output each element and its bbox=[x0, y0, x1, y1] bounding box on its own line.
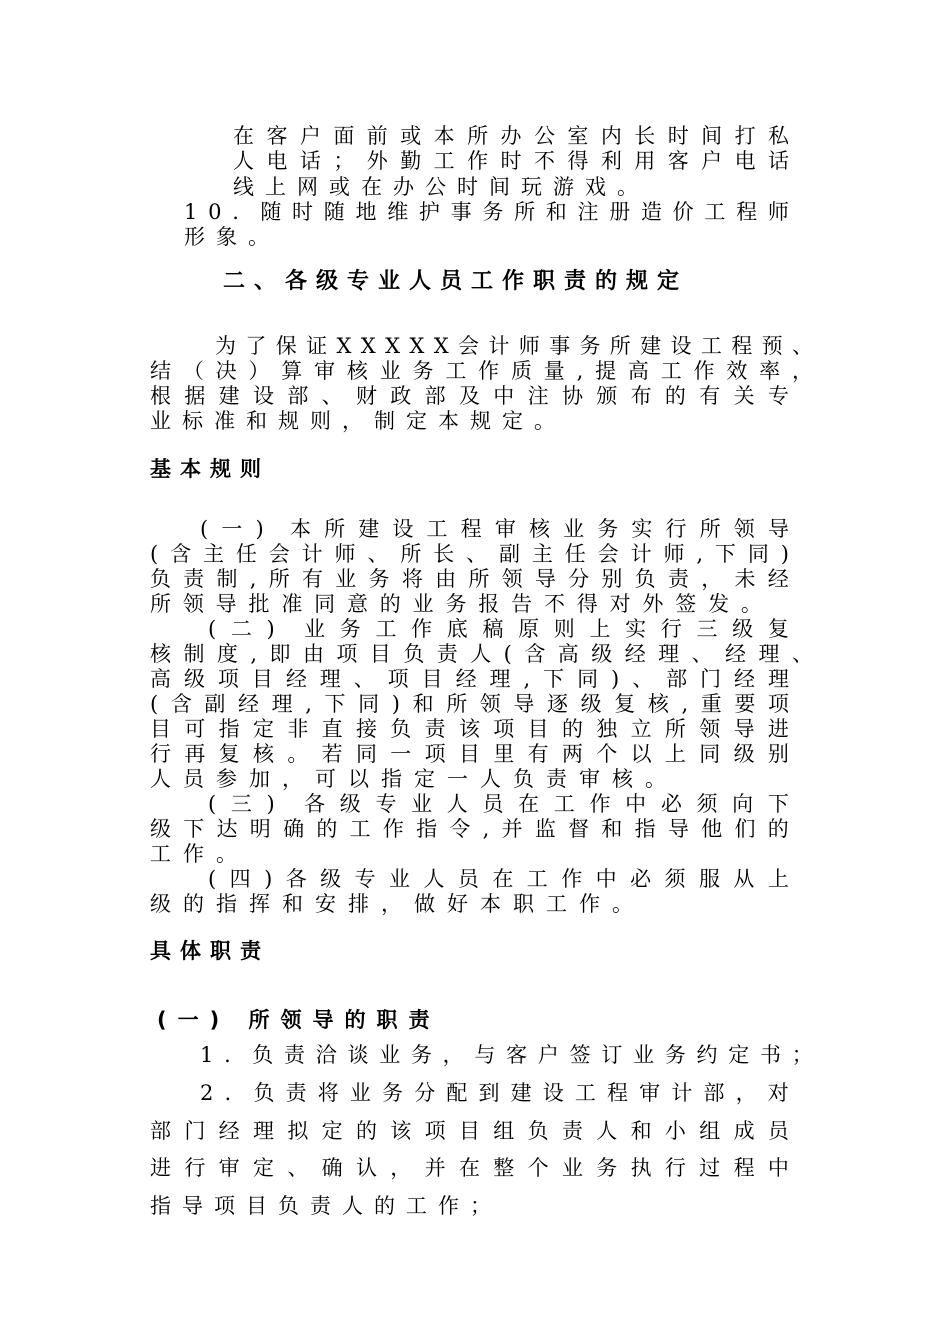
text-line: 1 . 负 责 洽 谈 业 务 ， 与 客 户 签 订 业 务 约 定 书 ； bbox=[200, 1043, 813, 1067]
text-line: 核 制 度 , 即 由 项 目 负 责 人 ( 含 高 级 经 理 、 经 理 、 bbox=[150, 642, 813, 666]
text-line: ( 二 ) 业 务 工 作 底 稿 原 则 上 实 行 三 级 复 bbox=[208, 617, 789, 641]
text-line: 形象。 bbox=[184, 225, 280, 249]
duties-heading: 具体职责 bbox=[150, 939, 270, 963]
text-line: 级 下 达 明 确 的 工 作 指 令 , 并 监 督 和 指 导 他 们 的 bbox=[150, 817, 789, 841]
text-line: 人员参加，可以指定一人负责审核。 bbox=[150, 767, 678, 791]
text-line: 行 再 复 核 。 若 同 一 项 目 里 有 两 个 以 上 同 级 别 bbox=[150, 742, 789, 766]
text-line: ( 一 ) 本 所 建 设 工 程 审 核 业 务 实 行 所 领 导 bbox=[200, 517, 789, 541]
text-line: 级的指挥和安排，做好本职工作。 bbox=[150, 892, 645, 916]
text-line: 根 据 建 设 部 、 财 政 部 及 中 注 协 颁 布 的 有 关 专 bbox=[150, 384, 789, 408]
text-line: ( 四 ) 各 级 专 业 人 员 在 工 作 中 必 须 服 从 上 bbox=[208, 867, 789, 891]
text-line: ( 含 主 任 会 计 师 、 所 长 、 副 主 任 会 计 师 , 下 同 ) bbox=[150, 542, 789, 566]
text-line: 高 级 项 目 经 理 、 项 目 经 理 , 下 同 ) 、 部 门 经 理 bbox=[150, 667, 789, 691]
text-line: 业标准和规则，制定本规定。 bbox=[150, 409, 566, 433]
section-title: 二、各级专业人员工作职责的规定 bbox=[223, 269, 689, 294]
text-line: 1 0 . 随 时 随 地 维 护 事 务 所 和 注 册 造 价 工 程 师 bbox=[184, 200, 789, 224]
text-line: 目 可 指 定 非 直 接 负 责 该 项 目 的 独 立 所 领 导 进 bbox=[150, 717, 789, 741]
text-line: 为 了 保 证 X X X X X 会 计 师 事 务 所 建 设 工 程 预 、 bbox=[215, 334, 813, 358]
basic-rules-heading: 基本规则 bbox=[150, 457, 270, 481]
text-line: ( 三 ) 各 级 专 业 人 员 在 工 作 中 必 须 向 下 bbox=[208, 792, 789, 816]
text-line: 所 领 导 批 准 同 意 的 业 务 报 告 不 得 对 外 签 发 。 bbox=[150, 592, 762, 616]
text-line: 在 客 户 面 前 或 本 所 办 公 室 内 长 时 间 打 私 bbox=[233, 124, 789, 148]
text-line: 线上网或在办公时间玩游戏。 bbox=[233, 175, 649, 199]
text-line: 部 门 经 理 拟 定 的 该 项 目 组 负 责 人 和 小 组 成 员 bbox=[150, 1119, 789, 1143]
text-line: 进 行 审 定 、 确 认 ， 并 在 整 个 业 务 执 行 过 程 中 bbox=[150, 1156, 789, 1180]
text-line: 人 电 话 ； 外 勤 工 作 时 不 得 利 用 客 户 电 话 bbox=[233, 149, 789, 173]
text-line: 负 责 制 , 所 有 业 务 将 由 所 领 导 分 别 负 责 ， 未 经 bbox=[150, 567, 789, 591]
text-line: 工作。 bbox=[150, 842, 249, 866]
leader-duties-heading: (一) 所领导的职责 bbox=[157, 1008, 441, 1032]
text-line: 结 （ 决 ） 算 审 核 业 务 工 作 质 量 , 提 高 工 作 效 率 ， bbox=[150, 359, 813, 383]
text-line: 2 . 负 责 将 业 务 分 配 到 建 设 工 程 审 计 部 ， 对 bbox=[200, 1081, 789, 1105]
text-line: 指导项目负责人的工作； bbox=[150, 1194, 502, 1218]
text-line: ( 含 副 经 理 , 下 同 ) 和 所 领 导 逐 级 复 核 , 重 要 项 bbox=[150, 692, 789, 716]
